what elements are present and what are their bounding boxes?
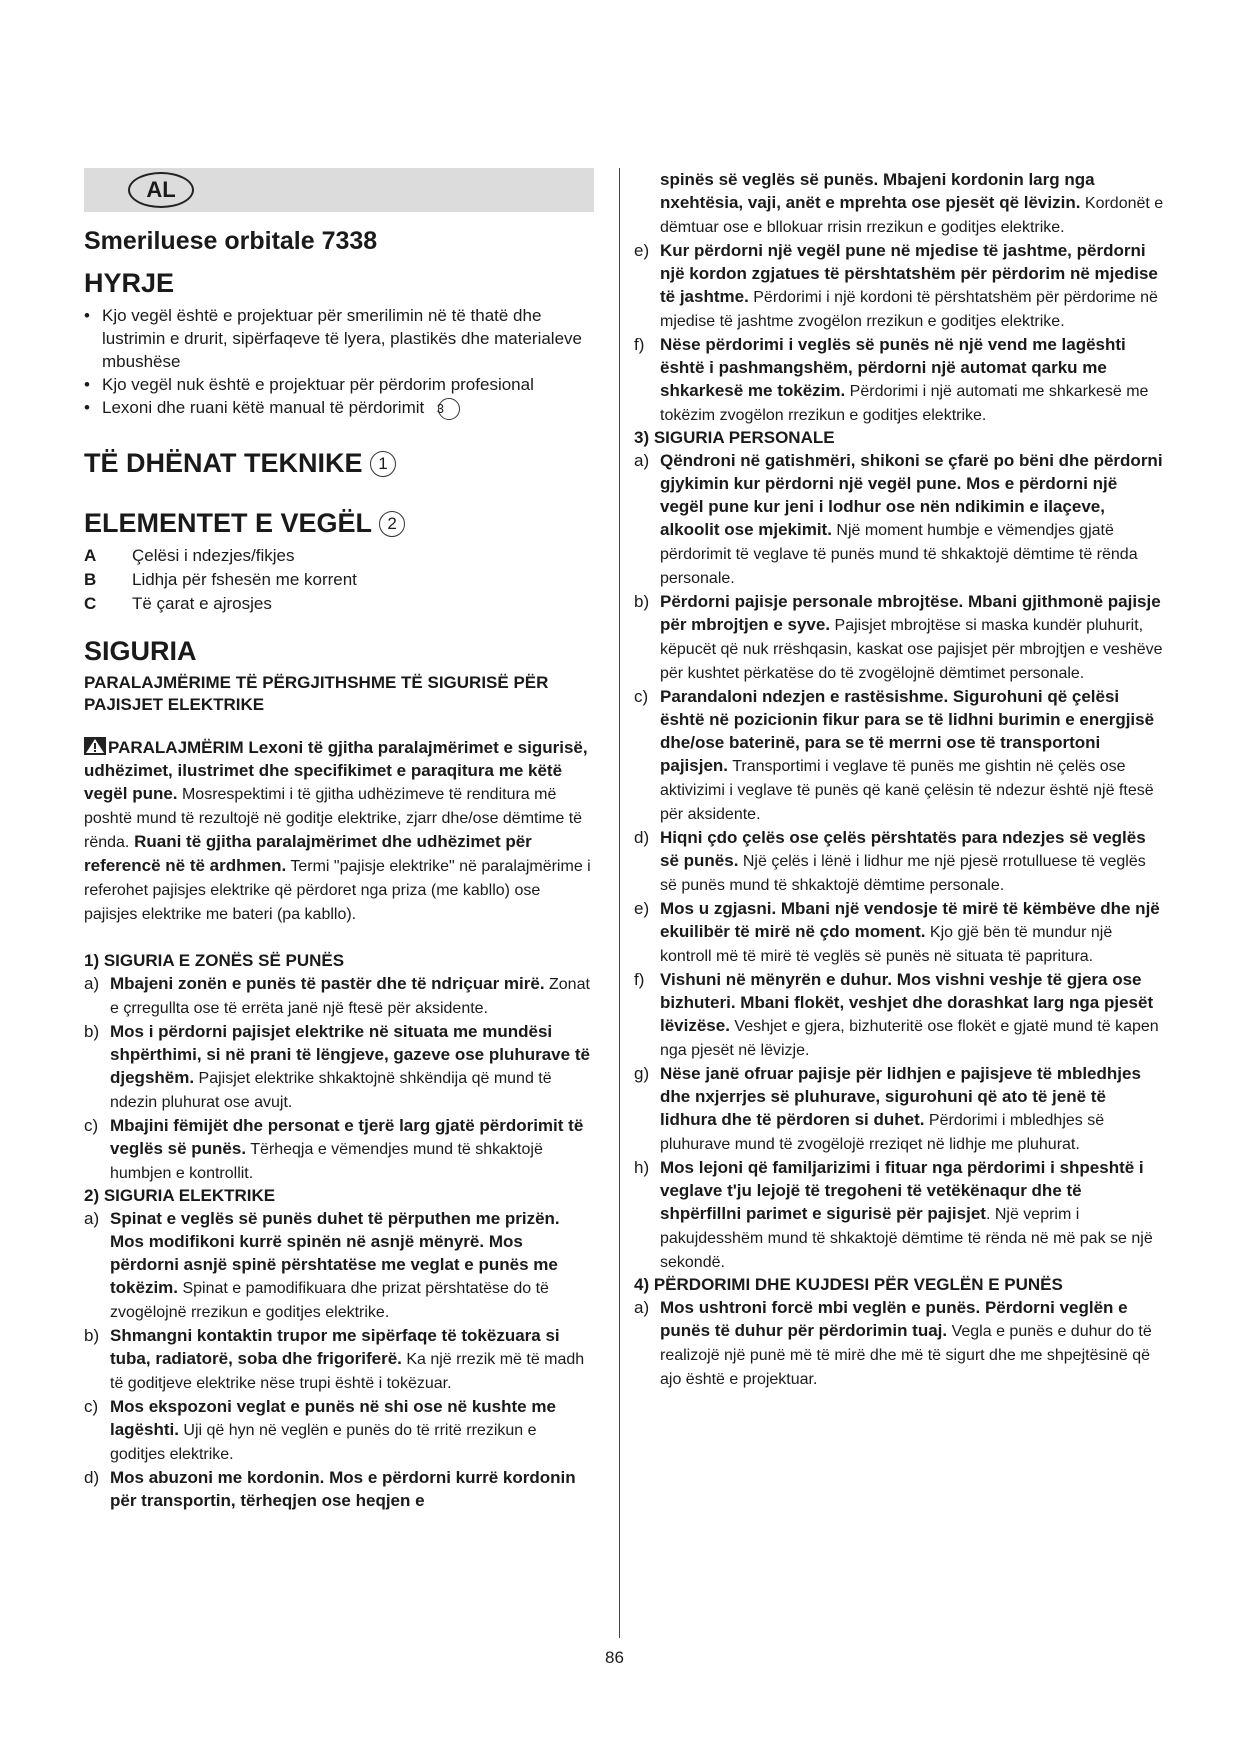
figure-ref-3: 3 [438,398,460,420]
list-item: • Lexoni dhe ruani këtë manual të përdorimit 3 [84,396,594,420]
list-item: c) Mbajini fëmijët dhe personat e tjerë larg gjatë përdorimit të veglës së punës. Tërheqja e vëmendjes mund të shkaktojë humbjen e kontrollit. [84,1115,584,1182]
column-divider [619,168,620,1638]
intro-list [84,304,594,420]
warning-paragraph: PARALAJMËRIM Lexoni të gjitha paralajmërimet e sigurisë, udhëzimet, ilustrimet dhe specifikimet e paraqitura me këtë vegël pune. Mosrespektimi i të gjitha udhëzimeve të renditura më poshtë mund të rezultojë në goditje elektrike, zjarr dhe/ose dëmtime të rënda. Ruani të gjitha paralajmërimet dhe udhëzimet për referencë në të ardhmen. Termi "pajisje elektrike" në paralajmërime i referohet pajisjes elektrike që përdoret nga priza (me kabllo) ose pajisjes elektrike me bateri (pa kabllo). [84,737,591,923]
heading-work-area-safety: 1) SIGURIA E ZONËS SË PUNËS [84,950,345,970]
list-item: d) Mos abuzoni me kordonin. Mos e përdorni kurrë kordonin për transportin, tërheqjen ose heqjen e [84,1467,576,1510]
list-item: a) Mbajeni zonën e punës të pastër dhe të ndriçuar mirë. Zonat e çrregullta ose të errëta janë një ftesë për aksidente. [84,973,590,1017]
list-item: f) Nëse përdorimi i veglës së punës në një vend me lagështi është i pashmangshëm, përdorni një automat qarku me shkarkesë me tokëzim. Përdorimi i një automati me shkarkesë me tokëzim zvogëlon rrezikun e goditjes elektrike. [634,335,1149,424]
list-item: d) Hiqni çdo çelës ose çelës përshtatës para ndezjes së veglës së punës. Një çelës i lënë i lidhur me një pjesë rrotulluese të veglës së punës mund të shkaktojë dëmtime personale. [634,828,1146,894]
language-badge: AL [128,172,194,208]
list-item: a) Qëndroni në gatishmëri, shikoni se çfarë po bëni dhe përdorni gjykimin kur përdorni një vegël pune. Mos e përdorni një vegël pune kur jeni i lodhur ose nën ndikimin e ilaçeve, alkoolit ose mjekimit. Një moment humbje e vëmendjes gjatë përdorimit të veglave të punës mund të shkaktojë dëmtime të rënda personale. [634,451,1163,587]
figure-ref-2: 2 [379,511,405,537]
element-row: A Çelësi i ndezjes/fikjes [84,545,295,565]
element-row: C Të çarat e ajrosjes [84,593,272,613]
heading-tech-data: TË DHËNAT TEKNIKE 1 [84,446,594,480]
list-item: b) Mos i përdorni pajisjet elektrike në situata me mundësi shpërthimi, si në prani të lëngjeve, gazeve ose pluhurave të djegshëm. Pajisjet elektrike shkaktojnë shkëndija që mund të ndezin pluhurat ose avujt. [84,1021,590,1111]
figure-ref-1: 1 [370,451,396,477]
heading-hyrje: HYRJE [84,268,175,298]
list-item: a) Mos ushtroni forcë mbi veglën e punës. Përdorni veglën e punës të duhur për përdorimin tuaj. Vegla e punës e duhur do të realizojë një punë më të mirë dhe më të sigurt dhe me shpejtësinë që ajo është e projektuar. [634,1298,1152,1388]
list-item: c) Parandaloni ndezjen e rastësishme. Sigurohuni që çelësi është në pozicionin fikur para se të lidhni burimin e energjisë dhe/ose baterinë, para se të merrni ose të transportoni pajisjen. Transportimi i veglave të punës me gishtin në çelës ose aktivizimi i veglave të punës që kanë çelësin të ndezur është një ftesë për aksidente. [634,687,1155,823]
list-item: f) Vishuni në mënyrën e duhur. Mos vishni veshje të gjera ose bizhuteri. Mbani flokët, veshjet dhe dorashkat larg nga pjesët lëvizëse. Veshjet e gjera, bizhuteritë ose flokët e gjatë mund të kapen nga pjesët në lëvizje. [634,970,1159,1059]
list-item: b) Shmangni kontaktin trupor me sipërfaqe të tokëzuara si tuba, radiatorë, soba dhe frigoriferë. Ka një rrezik më të madh të goditjeve elektrike nëse trupi është i tokëzuar. [84,1325,585,1392]
list-item: e) Mos u zgjasni. Mbani një vendosje të mirë të këmbëve dhe një ekuilibër të mirë në çdo moment. Kjo gjë bën të mundur një kontroll më të mirë të veglës së punës në situata të papritura. [634,899,1160,965]
subheading-general-warnings: PARALAJMËRIME TË PËRGJITHSHME TË SIGURISË PËR PAJISJET ELEKTRIKE [84,672,549,714]
list-item: h) Mos lejoni që familjarizimi i fituar nga përdorimi i shpeshtë i veglave t'ju lejojë të tregoheni të vetëkënaqur dhe të shpërfillni parimet e sigurisë për pajisjet. Një veprim i pakujdesshëm mund të shkaktojë dëmtime të rënda në më pak se një sekondë. [634,1158,1153,1271]
heading-elements: ELEMENTET E VEGËL 2 [84,506,594,540]
right-column [634,168,1164,1391]
heading-tool-use-care: 4) PËRDORIMI DHE KUJDESI PËR VEGLËN E PUNËS [634,1275,1063,1294]
list-item: c) Mos ekspozoni veglat e punës në shi ose në kushte me lagështi. Uji që hyn në veglën e punës do të rritë rrezikun e goditjes elektrike. [84,1396,556,1463]
heading-siguria: SIGURIA [84,635,197,666]
list-item: g) Nëse janë ofruar pajisje për lidhjen e pajisjeve të mbledhjes dhe nxjerrjes së pluhurave, sigurohuni që ato të jenë të lidhura dhe të përdoren si duhet. Përdorimi i mbledhjes së pluhurave mund të zvogëlojë rreziqet në lidhje me pluhurat. [634,1064,1141,1153]
left-column [84,168,594,1512]
list-item: • Kjo vegël është e projektuar për smerilimin në të thatë dhe lustrimin e drurit, sipërfaqeve të lyera, plastikës dhe materialeve mbushëse [84,304,594,373]
page-number: 86 [605,1648,624,1667]
page-title: Smeriluese orbitale 7338 [84,227,378,255]
list-item: • Kjo vegël nuk është e projektuar për përdorim profesional [84,373,594,396]
warning-icon [84,737,106,755]
list-item: e) Kur përdorni një vegël pune në mjedise të jashtme, përdorni një kordon zgjatues të përshtatshëm për përdorim në mjedise të jashtme. Përdorimi i një kordoni të përshtatshëm për përdorime në mjedise të jashtme zvogëlon rrezikun e goditjes elektrike. [634,241,1158,330]
list-item: b) Përdorni pajisje personale mbrojtëse. Mbani gjithmonë pajisje për mbrojtjen e syve. Pajisjet mbrojtëse si maska kundër pluhurit, këpucët që nuk rrëshqasin, kaskat ose pajisjet për mbrojtjen e veshëve për kushtet përkatëse do të zvogëlojnë dëmtimet personale. [634,592,1163,682]
heading-electrical-safety: 2) SIGURIA ELEKTRIKE [84,1185,276,1205]
language-bar [84,168,594,212]
list-item: a) Spinat e veglës së punës duhet të përputhen me prizën. Mos modifikoni kurrë spinën në asnjë mënyrë. Mos përdorni asnjë spinë përshtatëse me veglat e punës me tokëzim. Spinat e pamodifikuara dhe prizat përshtatëse do të zvogëlojnë rrezikun e goditjes elektrike. [84,1208,560,1321]
list-item-continued: spinës së veglës së punës. Mbajeni kordonin larg nga nxehtësia, vaji, anët e mprehta ose pjesët që lëvizin. Kordonët e dëmtuar ose e bllokuar rrisin rrezikun e goditjes elektrike. [660,170,1164,236]
elements-list [84,544,594,616]
heading-personal-safety: 3) SIGURIA PERSONALE [634,428,835,447]
element-row: B Lidhja për fshesën me korrent [84,569,357,589]
